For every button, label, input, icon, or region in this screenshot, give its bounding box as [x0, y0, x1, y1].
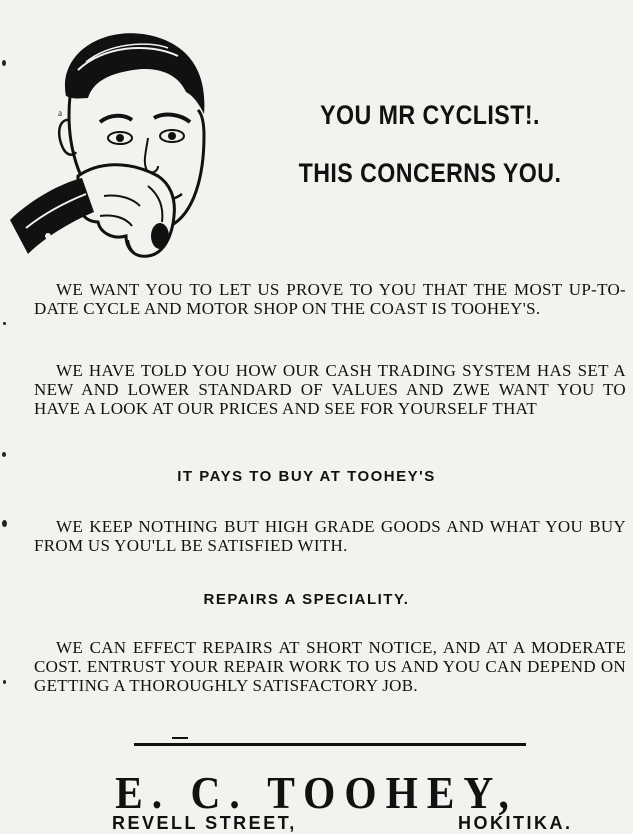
print-speck	[3, 322, 6, 325]
divider-rule	[134, 743, 526, 746]
paragraph-cash-trading-text: WE HAVE TOLD YOU HOW OUR CASH TRADING SYSTEM HAS SET A NEW AND LOWER STANDARD OF VALUES AND ZWE WANT YOU TO HAVE A LOOK AT OUR PRICES AND SEE FOR YOURSELF THAT	[34, 361, 626, 418]
paragraph-prove-text: WE WANT YOU TO LET US PROVE TO YOU THAT THE MOST UP-TO-DATE CYCLE AND MOTOR SHOP ON THE COAST IS TOOHEY'S.	[34, 280, 626, 318]
print-speck	[2, 60, 6, 66]
print-speck	[2, 520, 7, 527]
pointing-man-illustration	[8, 26, 214, 266]
paragraph-cash-trading	[34, 361, 626, 418]
paragraph-repairs-text: WE CAN EFFECT REPAIRS AT SHORT NOTICE, AND AT A MODERATE COST. ENTRUST YOUR REPAIR WORK TO US AND YOU CAN DEPEND ON GETTING A THOROUGHLY SATISFACTORY JOB.	[34, 638, 626, 695]
divider-tick	[172, 737, 188, 739]
sleeve-cuff	[10, 178, 94, 254]
headline-line-1: YOU MR CYCLIST!.	[320, 100, 540, 130]
paragraph-high-grade-text: WE KEEP NOTHING BUT HIGH GRADE GOODS AND WHAT YOU BUY FROM US YOU'LL BE SATISFIED WITH.	[34, 517, 626, 555]
paragraph-repairs	[34, 638, 626, 695]
subhead-it-pays: IT PAYS TO BUY AT TOOHEY'S	[177, 468, 436, 485]
headline-line-2: THIS CONCERNS YOU.	[298, 158, 562, 188]
street-address: REVELL STREET,	[112, 813, 297, 833]
paragraph-high-grade	[34, 517, 626, 555]
paragraph-prove	[34, 280, 626, 318]
print-speck	[2, 452, 6, 457]
merchant-name: E. C. TOOHEY,	[115, 767, 518, 818]
subhead-repairs: REPAIRS A SPECIALITY.	[203, 591, 410, 608]
print-speck	[3, 680, 6, 684]
town-name: HOKITIKA.	[458, 813, 573, 833]
svg-text:a: a	[58, 108, 62, 118]
hair-shape	[65, 33, 204, 114]
